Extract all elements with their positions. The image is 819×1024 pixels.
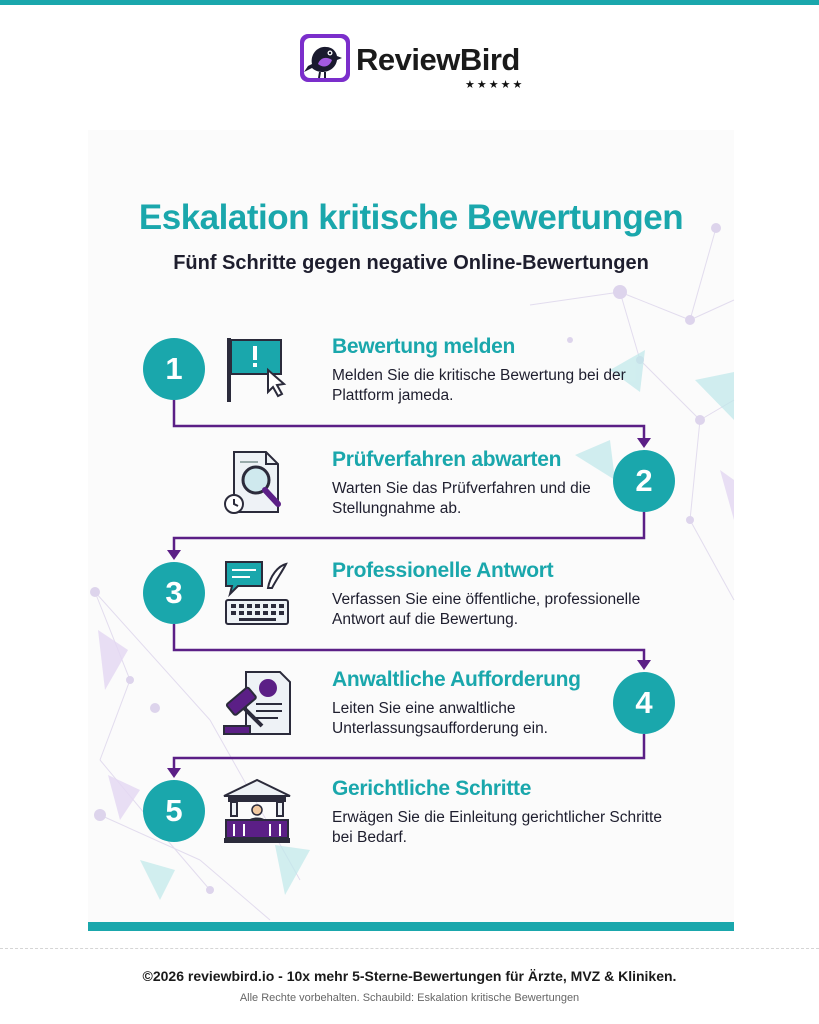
brand-name: ReviewBird (356, 42, 520, 77)
step-5-number: 5 (143, 780, 205, 842)
step-3-number: 3 (143, 562, 205, 624)
page-subtitle: Fünf Schritte gegen negative Online-Bewertungen (173, 252, 649, 274)
gavel-document-icon (222, 668, 292, 738)
step-2-desc: Warten Sie das Prüfverfahren und die Stellungnahme ab. (332, 480, 591, 517)
footer-rights: Alle Rechte vorbehalten. Schaubild: Eskalation kritische Bewertungen (239, 992, 580, 1004)
step-2-title: Prüfverfahren abwarten (332, 448, 562, 471)
card-bottom-bar (88, 922, 734, 931)
brand-stars: ★★★★★ (465, 79, 525, 91)
step-4-desc: Leiten Sie eine anwaltliche Unterlassungsaufforderung ein. (332, 700, 548, 737)
courthouse-icon (222, 776, 292, 846)
footer-divider (0, 948, 819, 949)
step-1-desc: Melden Sie die kritische Bewertung bei der Plattform jameda. (332, 367, 626, 404)
step-2-number: 2 (613, 450, 675, 512)
step-4-title: Anwaltliche Aufforderung (332, 668, 581, 691)
step-5-desc: Erwägen Sie die Einleitung gerichtlicher Schritte bei Bedarf. (332, 809, 662, 846)
step-5-title: Gerichtliche Schritte (332, 777, 532, 800)
step-4-number: 4 (613, 672, 675, 734)
page-title: Eskalation kritische Bewertungen (138, 198, 684, 237)
step-3-desc: Verfassen Sie eine öffentliche, professionelle Antwort auf die Bewertung. (332, 591, 641, 628)
step-1-number: 1 (143, 338, 205, 400)
footer-copyright: ©2026 reviewbird.io - 10x mehr 5-Sterne-Bewertungen für Ärzte, MVZ & Kliniken. (142, 968, 677, 984)
chat-keyboard-icon (222, 558, 292, 628)
step-3-title: Professionelle Antwort (332, 559, 554, 582)
flag-alert-icon (222, 334, 292, 404)
document-magnifier-icon (222, 448, 292, 518)
step-1-title: Bewertung melden (332, 335, 516, 358)
